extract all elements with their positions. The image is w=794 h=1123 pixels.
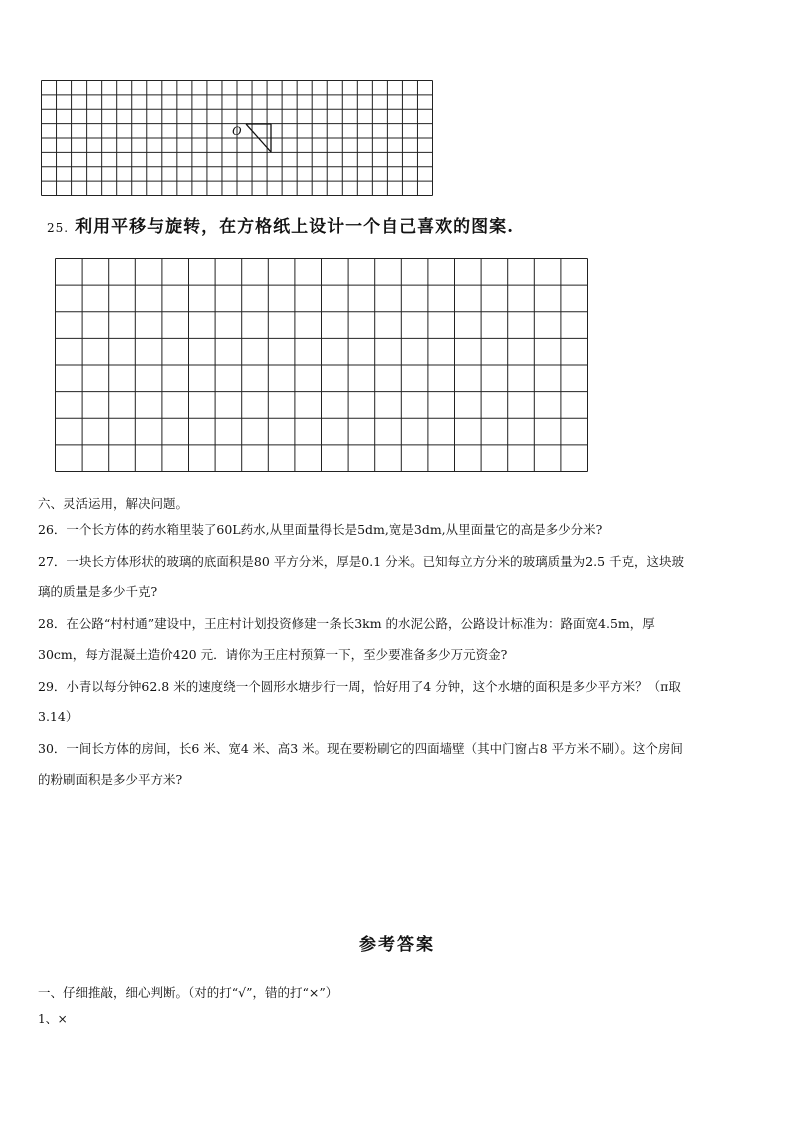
question-27-line-1: 27．一块长方体形状的玻璃的底面积是80 平方分米，厚是0.1 分米。已知每立方分米的玻璃质量为2.5 千克，这块玻 [38, 554, 684, 569]
question-29-line-2: 3.14） [38, 709, 79, 724]
question-27-line-2: 璃的质量是多少千克? [38, 584, 158, 599]
question-30-line-1: 30．一间长方体的房间，长6 米、宽4 米、高3 米。现在要粉刷它的四面墙壁（其中门窗占8 平方米不刷）。这个房间 [38, 741, 683, 756]
question-28-line-1: 28．在公路“村村通”建设中，王庄村计划投资修建一条长3km 的水泥公路，公路设计标准为：路面宽4.5m，厚 [38, 616, 655, 631]
top-grid [41, 80, 433, 196]
question-30-line-2: 的粉刷面积是多少平方米? [38, 772, 183, 787]
question-25 [47, 212, 514, 237]
question-28-line-2: 30cm，每方混凝土造价420 元．请你为王庄村预算一下，至少要准备多少万元资金? [38, 647, 508, 662]
point-o-label: O [232, 123, 242, 138]
section-6-title: 六、灵活运用，解决问题。 [38, 496, 189, 511]
answer-section-1-title: 一、仔细推敲，细心判断。（对的打“√”，错的打“×”） [38, 985, 339, 1000]
answer-key-title: 参考答案 [359, 935, 435, 955]
question-29-line-1: 29．小青以每分钟62.8 米的速度绕一个圆形水塘步行一周，恰好用了4 分钟，这个水塘的面积是多少平方米？（π取 [38, 679, 681, 694]
design-grid [55, 258, 588, 472]
answer-1: 1、× [38, 1012, 68, 1026]
question-25-text: 利用平移与旋转，在方格纸上设计一个自己喜欢的图案. [75, 217, 515, 237]
question-26: 26．一个长方体的药水箱里装了60L药水,从里面量得长是5dm,宽是3dm,从里面量它的高是多少分米? [38, 522, 603, 537]
question-25-number: 25. [47, 221, 70, 235]
